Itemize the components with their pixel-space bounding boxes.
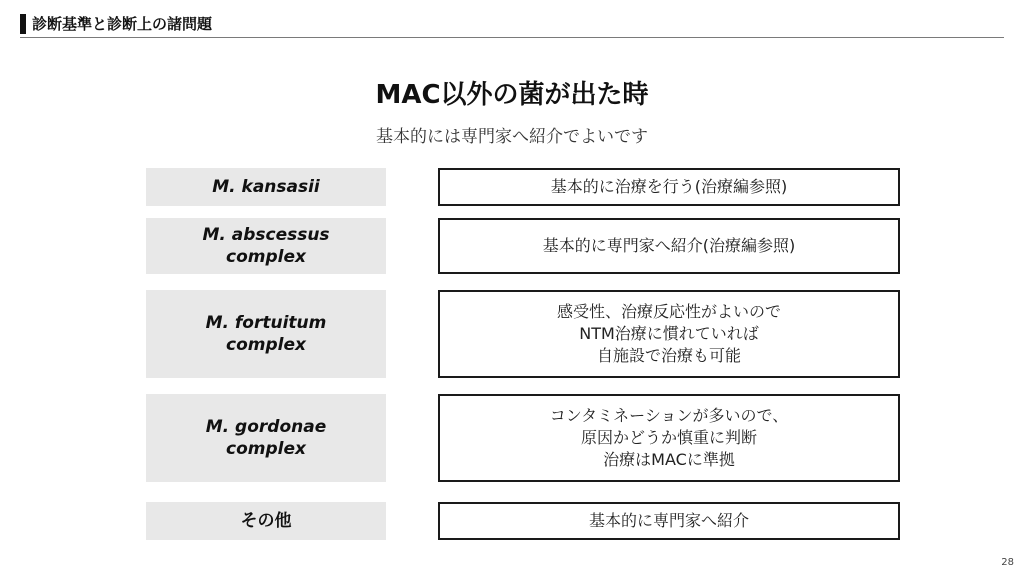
slide-subtitle: 基本的には専門家へ紹介でよいです (376, 127, 648, 147)
organism-label-line: complex (226, 335, 306, 355)
management-text-line: 原因かどうか慎重に判断 (580, 428, 757, 447)
organism-label-line: complex (226, 247, 306, 267)
section-header (20, 13, 1004, 38)
organism-label-line: M. fortuitum (205, 313, 327, 333)
organism-label-line: M. abscessus (202, 225, 330, 245)
management-text-line: NTM治療に慣れていれば (579, 324, 759, 343)
slide-title: MAC以外の菌が出た時 (375, 80, 649, 110)
table-row (146, 218, 902, 274)
management-text-line: 治療はMACに準拠 (603, 450, 735, 469)
organism-label (146, 218, 386, 274)
management-box (438, 290, 900, 378)
organism-label-line: complex (226, 439, 306, 459)
organism-label-line: M. kansasii (212, 177, 320, 197)
management-text-line: コンタミネーションが多いので、 (549, 406, 789, 425)
organism-label (146, 168, 386, 206)
table-row (146, 290, 902, 378)
management-box (438, 168, 900, 206)
management-text-line: 自施設で治療も可能 (596, 346, 741, 365)
management-text-line: 感受性、治療反応性がよいので (556, 302, 781, 321)
organism-label-line: その他 (240, 511, 292, 531)
header-accent-bar (20, 14, 26, 34)
organism-label-line: M. gordonae (205, 417, 327, 437)
management-box (438, 502, 900, 540)
management-text-line: 基本的に専門家へ紹介(治療編参照) (542, 236, 796, 255)
management-text-line: 基本的に専門家へ紹介 (588, 511, 749, 530)
table-row (146, 502, 902, 540)
management-box (438, 394, 900, 482)
management-text-line: 基本的に治療を行う(治療編参照) (550, 177, 788, 196)
section-title: 診断基準と診断上の諸問題 (32, 15, 213, 33)
organism-label (146, 502, 386, 540)
page-number: 28 (1001, 557, 1014, 568)
table-row (146, 394, 902, 482)
management-box (438, 218, 900, 274)
table-row (146, 168, 902, 206)
organism-label (146, 290, 386, 378)
organism-label (146, 394, 386, 482)
